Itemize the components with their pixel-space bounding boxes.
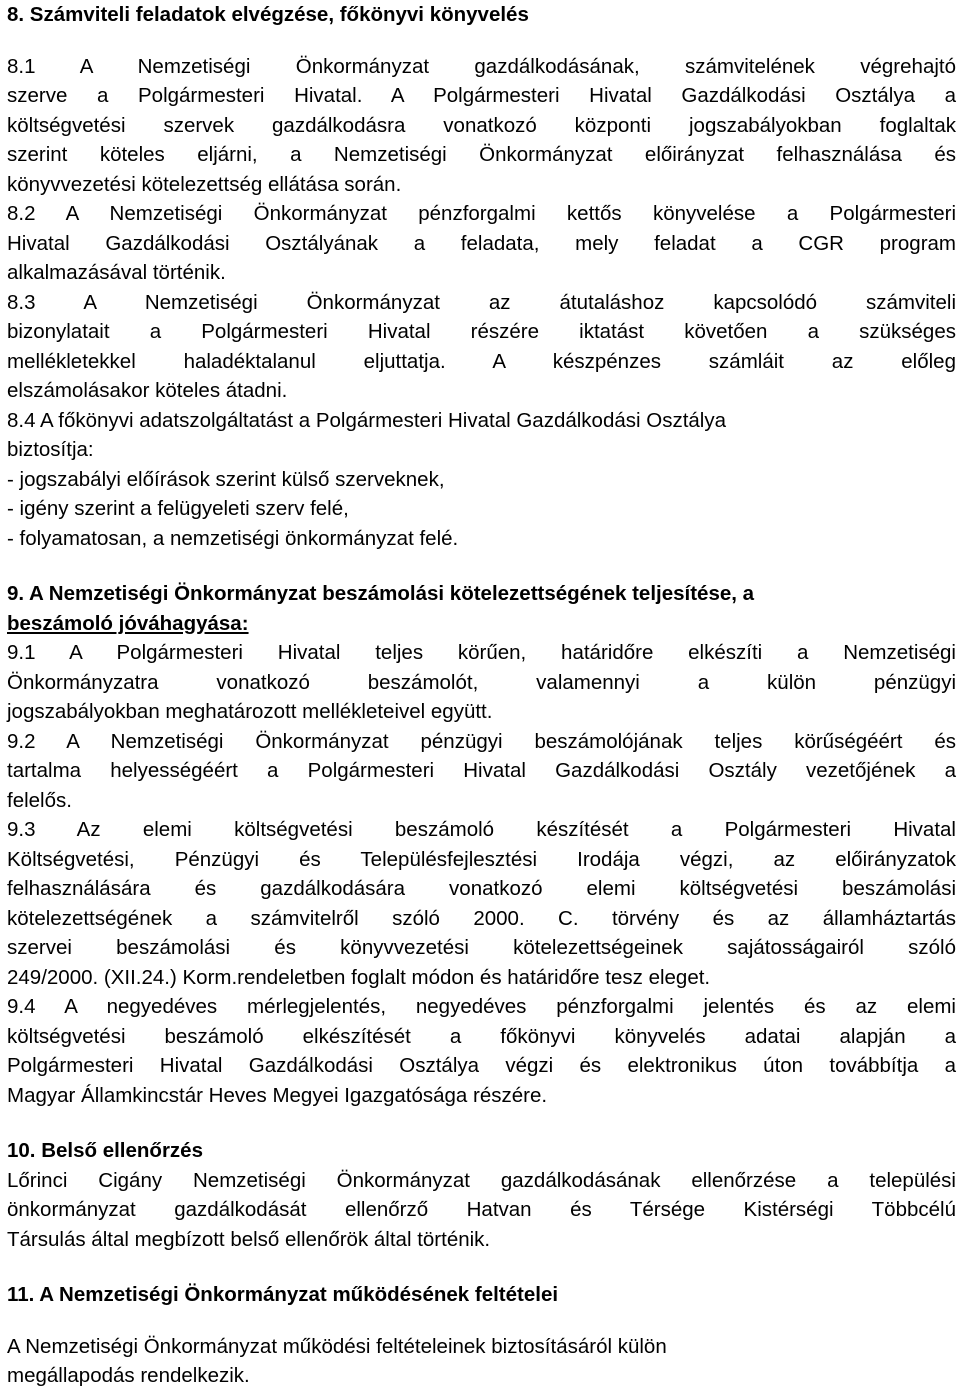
paragraph-line: elszámolásakor köteles átadni.	[7, 379, 288, 402]
paragraph-line: szerve a Polgármesteri Hivatal. A Polgármesteri Hivatal Gazdálkodási Osztálya a	[7, 84, 956, 107]
paragraph-line: felhasználására és gazdálkodására vonatkozó elemi költségvetési beszámolási	[7, 877, 956, 900]
paragraph-line: 249/2000. (XII.24.) Korm.rendeletben foglalt módon és határidőre tesz eleget.	[7, 965, 711, 989]
paragraph-line: tartalma helyességéért a Polgármesteri Hivatal Gazdálkodási Osztály vezetőjének a	[7, 759, 956, 782]
paragraph-line: A Nemzetiségi Önkormányzat működési feltételeinek biztosításáról külön	[7, 1334, 667, 1358]
paragraph-line: költségvetési beszámoló elkészítését a főkönyvi könyvelés adatai alapján a	[7, 1024, 956, 1048]
paragraph-line: kötelezettségének a számvitelről szóló 2000. C. törvény és az államháztartás	[7, 906, 956, 930]
paragraph-line: bizonylatait a Polgármesteri Hivatal részére iktatást követően a szükséges	[7, 320, 956, 343]
paragraph-line: 9.2 A Nemzetiségi Önkormányzat pénzügyi beszámolójának teljes körűségéért és	[7, 729, 956, 753]
paragraph-9-4	[7, 992, 956, 1110]
paragraph-line: mellékletekkel haladéktalanul eljuttatja. A készpénzes számláit az előleg	[7, 349, 956, 373]
section-10-heading: 10. Belső ellenőrzés	[7, 1139, 203, 1162]
paragraph-line: szerint köteles eljárni, a Nemzetiségi Önkormányzat előirányzat felhasználása és	[7, 143, 956, 166]
paragraph-line: Magyar Államkincstár Heves Megyei Igazgatósága részére.	[7, 1083, 548, 1107]
paragraph-line: költségvetési szervek gazdálkodásra vonatkozó központi jogszabályokban foglaltak	[7, 113, 956, 137]
paragraph-line: 8.1 A Nemzetiségi Önkormányzat gazdálkodásának, számvitelének végrehajtó	[7, 54, 956, 78]
document-page	[7, 0, 956, 1391]
paragraph-line: könyvvezetési kötelezettség ellátása során.	[7, 172, 402, 196]
paragraph-9-3	[7, 815, 956, 992]
list-item: - jogszabályi előírások szerint külső szerveknek,	[7, 467, 445, 491]
paragraph-line: Lőrinci Cigány Nemzetiségi Önkormányzat gazdálkodásának ellenőrzése a települési	[7, 1168, 956, 1192]
paragraph-line: megállapodás rendelkezik.	[7, 1364, 250, 1387]
paragraph-line: 9.3 Az elemi költségvetési beszámoló készítését a Polgármesteri Hivatal	[7, 818, 956, 841]
paragraph-8-2	[7, 199, 956, 288]
paragraph-8-1	[7, 52, 956, 200]
paragraph-line: Költségvetési, Pénzügyi és Településfejlesztési Irodája végzi, az előirányzatok	[7, 847, 956, 871]
section-8-heading: 8. Számviteli feladatok elvégzése, főkönyvi könyvelés	[7, 3, 529, 26]
paragraph-9-2	[7, 727, 956, 816]
paragraph-line: alkalmazásával történik.	[7, 261, 226, 284]
section-9-heading-underlined: beszámoló jóváhagyása:	[7, 611, 249, 635]
paragraph-8-4	[7, 406, 956, 554]
paragraph-10	[7, 1166, 956, 1255]
paragraph-line: 9.4 A negyedéves mérlegjelentés, negyedéves pénzforgalmi jelentés és az elemi	[7, 995, 956, 1018]
paragraph-line: 8.2 A Nemzetiségi Önkormányzat pénzforgalmi kettős könyvelése a Polgármesteri	[7, 202, 956, 225]
paragraph-line: Társulás által megbízott belső ellenőrök által történik.	[7, 1227, 491, 1251]
paragraph-line: 8.3 A Nemzetiségi Önkormányzat az átutaláshoz kapcsolódó számviteli	[7, 290, 956, 314]
section-9-heading: 9. A Nemzetiségi Önkormányzat beszámolási kötelezettségének teljesítése, a	[7, 582, 755, 605]
paragraph-line: Önkormányzatra vonatkozó beszámolót, valamennyi a külön pénzügyi	[7, 670, 956, 694]
paragraph-line: 9.1 A Polgármesteri Hivatal teljes körűen, határidőre elkészíti a Nemzetiségi	[7, 641, 956, 664]
paragraph-8-3	[7, 288, 956, 406]
list-item: - folyamatosan, a nemzetiségi önkormányzat felé.	[7, 526, 459, 550]
paragraph-line: jogszabályokban meghatározott mellékleteivel együtt.	[7, 700, 493, 723]
paragraph-line: szervei beszámolási és könyvvezetési kötelezettségeinek sajátosságairól szóló	[7, 936, 956, 959]
paragraph-line: 8.4 A főkönyvi adatszolgáltatást a Polgármesteri Hivatal Gazdálkodási Osztálya	[7, 408, 727, 432]
paragraph-line: önkormányzat gazdálkodását ellenőrző Hatvan és Térsége Kistérségi Többcélú	[7, 1198, 956, 1221]
paragraph-9-1	[7, 638, 956, 727]
paragraph-line: Hivatal Gazdálkodási Osztályának a feladata, mely feladat a CGR program	[7, 231, 956, 255]
paragraph-11	[7, 1332, 956, 1391]
paragraph-line: felelős.	[7, 788, 72, 812]
paragraph-line: Polgármesteri Hivatal Gazdálkodási Osztálya végzi és elektronikus úton továbbítja a	[7, 1054, 956, 1077]
paragraph-line: biztosítja:	[7, 438, 94, 461]
section-11-heading: 11. A Nemzetiségi Önkormányzat működésének feltételei	[7, 1283, 559, 1306]
list-item: - igény szerint a felügyeleti szerv felé,	[7, 497, 349, 520]
